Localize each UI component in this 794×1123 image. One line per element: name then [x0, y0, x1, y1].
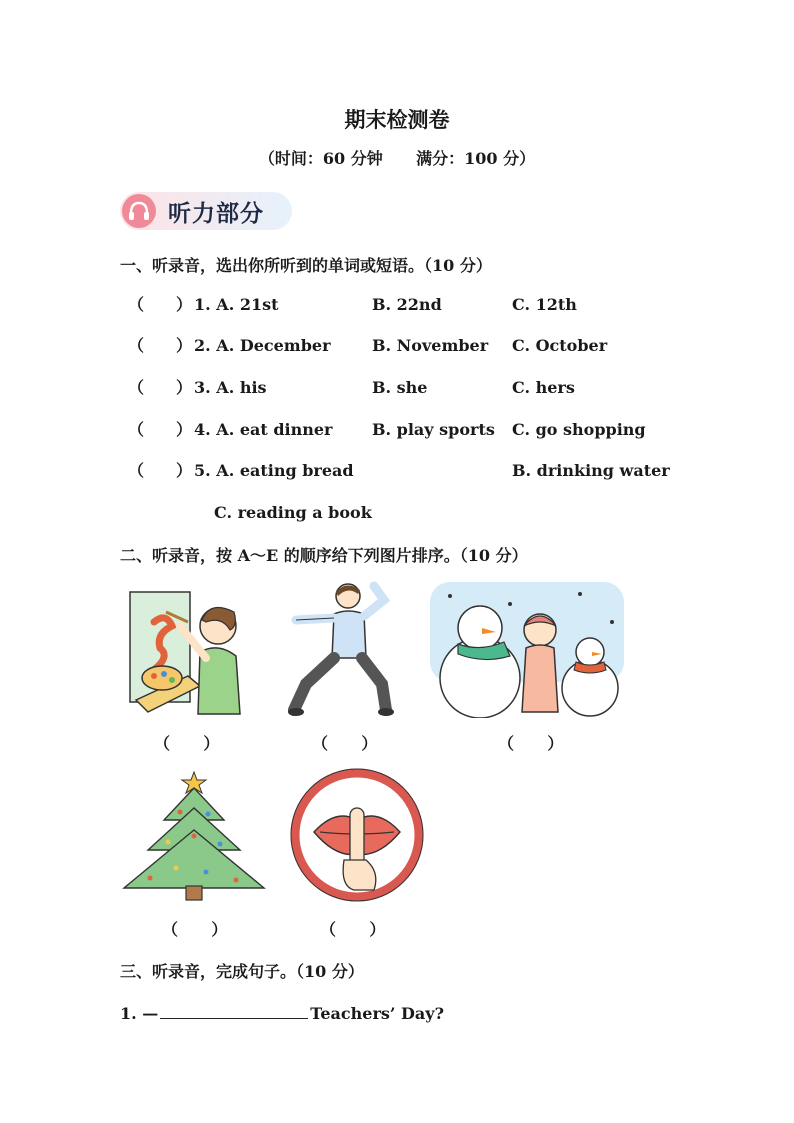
option-c: C. hers	[512, 378, 575, 397]
christmas-tree-icon	[120, 768, 268, 902]
answer-paren-open: （	[128, 420, 145, 439]
answer-paren-open: （	[128, 378, 145, 397]
answer-bracket: （ ）	[320, 920, 386, 939]
answer-paren-close: ）	[176, 378, 193, 397]
section3-heading: 三、听录音，完成句子。（10 分）	[120, 962, 364, 981]
question-1-prefix: 1. —	[120, 1004, 159, 1023]
snowman-girl-icon	[430, 582, 624, 718]
option-b: B. she	[372, 378, 428, 397]
banner-label: 听力部分	[168, 201, 264, 227]
answer-bracket: （ ）	[312, 734, 378, 753]
answer-paren-close: ）	[176, 336, 193, 355]
option-a: 4. A. eat dinner	[194, 420, 333, 439]
question-1-suffix: Teachers’ Day?	[310, 1004, 444, 1023]
page-subtitle: （时间：60 分钟 满分：100 分）	[258, 149, 536, 168]
quiet-sign-icon	[290, 768, 424, 902]
question-5-option-c: C. reading a book	[214, 503, 372, 522]
answer-paren-close: ）	[176, 295, 193, 314]
answer-paren-open: （	[128, 295, 145, 314]
page-title: 期末检测卷	[344, 107, 450, 132]
option-c: C. October	[512, 336, 608, 355]
option-c: C. go shopping	[512, 420, 646, 439]
section3-question-1	[120, 1002, 444, 1023]
option-a: 2. A. December	[194, 336, 331, 355]
answer-paren-close: ）	[176, 461, 193, 480]
answer-paren-open: （	[128, 336, 145, 355]
option-c: C. 12th	[512, 295, 577, 314]
section2-heading: 二、听录音，按 A～E 的顺序给下列图片排序。（10 分）	[120, 546, 528, 565]
option-a: 3. A. his	[194, 378, 267, 397]
section1-heading: 一、听录音，选出你所听到的单词或短语。（10 分）	[120, 256, 492, 275]
headphones-icon	[122, 194, 156, 228]
answer-bracket: （ ）	[498, 734, 564, 753]
boy-painting-icon	[126, 582, 246, 718]
answer-bracket: （ ）	[154, 734, 220, 753]
option-b: B. 22nd	[372, 295, 442, 314]
boy-dancing-icon	[286, 580, 398, 718]
option-b: B. November	[372, 336, 489, 355]
answer-paren-open: （	[128, 461, 145, 480]
answer-bracket: （ ）	[162, 920, 228, 939]
option-b: B. drinking water	[512, 461, 670, 480]
option-a: 5. A. eating bread	[194, 461, 354, 480]
option-a: 1. A. 21st	[194, 295, 279, 314]
option-b: B. play sports	[372, 420, 495, 439]
answer-paren-close: ）	[176, 420, 193, 439]
answer-blank[interactable]	[160, 1002, 308, 1019]
section-banner	[120, 192, 292, 230]
